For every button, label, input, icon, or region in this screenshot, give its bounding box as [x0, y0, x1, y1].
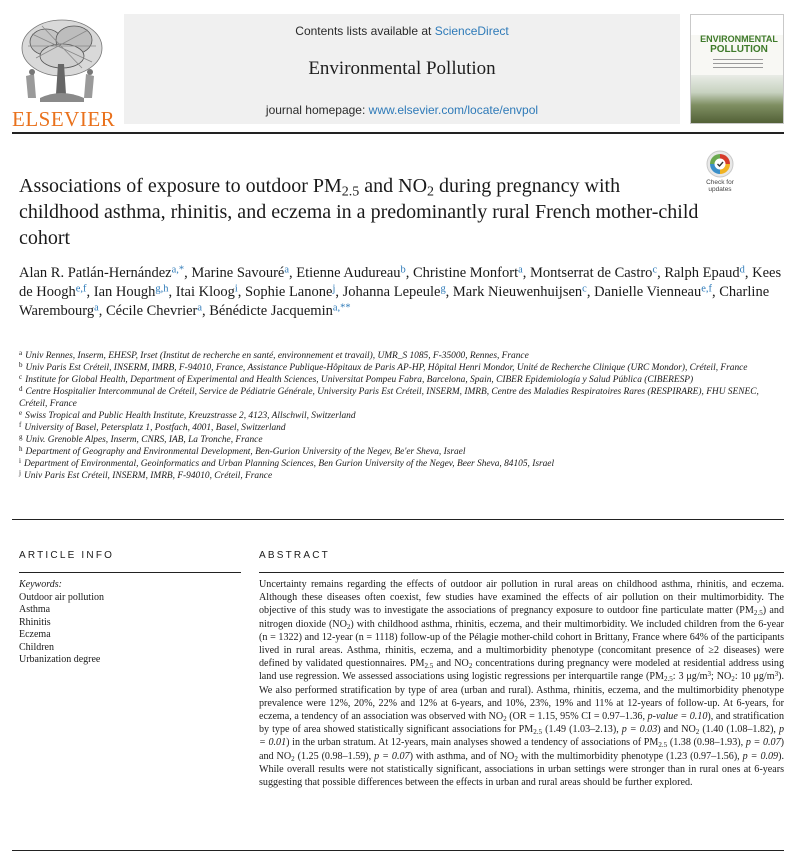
abstract-segment: 2	[731, 675, 735, 684]
author-affiliation-marker[interactable]: c	[582, 283, 587, 295]
affiliation-text: Centre Hospitalier Intercommunal de Créteil, Service de Pédiatrie Générale, University Paris Est Créteil, INSERM, IMRB, Centre des Maladies Respiratoires Rares (RESPIRARE), FHU SENEC, Créteil, France	[19, 387, 759, 409]
abstract-heading: ABSTRACT	[259, 550, 330, 561]
affiliation-text: Department of Environmental, Geoinformatics and Urban Planning Sciences, Ben Gurion University of the Negev, Beer Sheva, 84105, Israel	[23, 459, 555, 469]
affiliation-text: Univ Rennes, Inserm, EHESP, Irset (Institut de recherche en santé, environnement et travail), UMR_S 1085, F-35000, Rennes, France	[25, 351, 529, 361]
check-updates-line1: Check for	[706, 179, 734, 186]
cover-title-line2: POLLUTION	[710, 44, 768, 55]
title-part1: Associations of exposure to outdoor PM	[19, 175, 342, 197]
keyword-item: Urbanization degree	[19, 654, 101, 665]
abstract-segment: ). While overall results were not statistically significant, associations in urban settings were stronger than in rural ones at 6-years suggesting that possible differences between the effects in urban and rural areas should be further explored.	[259, 750, 784, 789]
abstract-segment: 2	[695, 728, 700, 736]
author-separator: ,	[405, 265, 413, 281]
author-separator: ,	[445, 284, 453, 300]
affiliation-marker: i	[19, 457, 21, 466]
elsevier-tree-icon	[12, 14, 110, 106]
abstract-segment: ) and nitrogen dioxide (NO	[259, 605, 784, 630]
affiliation-text: University of Basel, Petersplatz 1, Postfach, 4001, Basel, Switzerland	[24, 423, 286, 433]
abstract-segment: ) and NO	[657, 724, 696, 736]
abstract-segment: Uncertainty remains regarding the effects of outdoor air pollution in rural areas on childhood asthma, rhinitis, and eczema. Although these diseases often coexist, few studies have examined the effects of air pollution on their multimorbidity. The objective of this study was to investigate the associations of pregnancy exposure to outdoor fine particulate matter (PM	[259, 579, 784, 617]
abstract-segment: 2.5	[753, 609, 763, 618]
abstract-segment: 2.5	[658, 741, 668, 750]
keyword-item: Outdoor air pollution	[19, 591, 104, 603]
affiliation-marker: f	[19, 421, 22, 430]
abstract-segment: (OR = 1.15, 95% CI = 0.97–1.36,	[506, 711, 648, 723]
check-updates-line2: updates	[708, 186, 732, 193]
author-name[interactable]: Danielle Vienneau	[594, 284, 702, 300]
keyword-item: Asthma	[19, 604, 51, 615]
affiliation-marker: d	[19, 385, 23, 394]
author-name[interactable]: Itai Kloog	[175, 284, 235, 300]
author-affiliation-marker[interactable]: a,*	[171, 264, 185, 276]
author-name[interactable]: Bénédicte Jacquemin	[209, 303, 333, 319]
abstract-segment: 2	[514, 754, 518, 763]
title-part3: during pregnancy with childhood asthma, rhinitis, and eczema in a predominantly rural French mother-child cohort	[19, 175, 699, 249]
author-name[interactable]: Charline Warembourg	[19, 284, 770, 319]
abstract-segment: 2	[468, 661, 473, 670]
abstract-segment: 3	[774, 670, 779, 679]
journal-header	[0, 0, 808, 138]
author-affiliation-marker[interactable]: g	[440, 283, 446, 295]
author-affiliation-marker[interactable]: a	[94, 302, 99, 314]
author-name[interactable]: Kees de Hoogh	[19, 265, 782, 300]
author-name[interactable]: Etienne Audureau	[296, 265, 401, 281]
abstract-segment: 2.5	[533, 728, 543, 736]
affiliation-marker: e	[19, 409, 23, 418]
author-separator: ,	[168, 284, 176, 300]
abstract-segment: with the multimorbidity phenotype (1.23 (0.97–1.56),	[517, 750, 743, 762]
author-separator: ,	[98, 303, 106, 319]
abstract-segment: p = 0.07	[374, 750, 410, 762]
check-updates-icon	[706, 150, 734, 178]
homepage-line	[124, 103, 680, 117]
author-separator: ,	[86, 284, 94, 300]
abstract-segment: ) in the urban stratum. At 12-years, main analyses showed a tendency of associations of PM	[286, 737, 659, 749]
author-affiliation-marker[interactable]: a,**	[332, 302, 351, 314]
affiliation-item	[19, 446, 789, 458]
author-name[interactable]: Sophie Lanone	[245, 284, 333, 300]
author-separator: ,	[202, 303, 210, 319]
keyword-item: Eczema	[19, 629, 51, 640]
affiliation-item	[19, 362, 789, 374]
abstract-rule	[259, 572, 784, 573]
affiliation-item	[19, 422, 789, 434]
affiliation-item	[19, 434, 789, 446]
abstract-segment: and NO	[433, 658, 469, 670]
affiliation-list	[19, 350, 789, 482]
author-separator: ,	[657, 265, 665, 281]
affiliation-marker: g	[19, 433, 23, 442]
abstract-segment: p = 0.01	[259, 724, 785, 749]
abstract-segment: ) with asthma, and of NO	[409, 750, 515, 762]
title-no-subscript: 2	[427, 184, 435, 200]
affiliation-text: Univ Paris Est Créteil, INSERM, IMRB, F-94010, Créteil, France	[23, 471, 273, 481]
keyword-item: Rhinitis	[19, 616, 51, 628]
check-for-updates-button[interactable]	[699, 150, 741, 194]
author-separator: ,	[522, 265, 531, 281]
keywords-block	[19, 579, 241, 667]
abstract-segment: 2	[503, 714, 507, 723]
author-separator: ,	[586, 284, 595, 300]
affiliation-text: Univ Paris Est Créteil, INSERM, IMRB, F-94010, France, Assistance Publique-Hôpitaux de Paris AP-HP, Hôpital Henri Mondor, Unité de Recherche Clinique (URC Mondor), Créteil, France	[25, 363, 748, 373]
front-matter-divider	[12, 519, 784, 520]
affiliation-text: Swiss Tropical and Public Health Institute, Kreuzstrasse 2, 4123, Allschwil, Switzerland	[25, 411, 356, 421]
journal-info-band	[124, 14, 680, 124]
cover-landscape-image	[691, 75, 784, 124]
author-affiliation-marker[interactable]: i	[234, 283, 238, 295]
author-separator: ,	[288, 265, 297, 281]
elsevier-wordmark: ELSEVIER	[12, 107, 116, 131]
author-separator: ,	[711, 284, 720, 300]
abstract-segment: p-value = 0.10	[647, 711, 708, 723]
affiliation-item	[19, 374, 789, 386]
keywords-label: Keywords:	[19, 579, 62, 590]
author-separator: ,	[184, 265, 192, 281]
author-name[interactable]: Ralph Epaud	[664, 265, 740, 281]
header-divider	[12, 132, 784, 134]
abstract-segment: p = 0.09	[742, 750, 779, 762]
title-pm-subscript: 2.5	[341, 184, 360, 200]
abstract-segment: (1.25 (0.98–1.59),	[294, 750, 375, 762]
affiliation-marker: b	[19, 361, 23, 370]
abstract-segment: : 3 μg/m	[672, 671, 708, 683]
abstract-segment: 2.5	[663, 675, 673, 684]
affiliation-item	[19, 410, 789, 422]
author-name[interactable]: Marine Savouré	[191, 265, 285, 281]
author-separator: ,	[335, 284, 343, 300]
article-title	[19, 173, 699, 251]
journal-homepage-link[interactable]: www.elsevier.com/locate/envpol	[368, 103, 539, 117]
abstract-segment: concentrations during pregnancy were modeled at residential address using land use regression. We assessed associations using logistic regressions per interquartile range (PM	[259, 658, 785, 683]
abstract-segment: 2.5	[424, 661, 434, 670]
author-list	[19, 264, 789, 321]
author-affiliation-marker[interactable]: g,h	[155, 283, 169, 295]
affiliation-item	[19, 350, 789, 362]
affiliation-marker: h	[19, 445, 23, 454]
author-affiliation-marker[interactable]: j	[332, 283, 336, 295]
elsevier-logo[interactable]	[12, 14, 116, 131]
abstract-segment: 3	[707, 670, 712, 679]
author-affiliation-marker[interactable]: d	[739, 264, 745, 276]
author-name[interactable]: Montserrat de Castro	[530, 265, 653, 281]
affiliation-text: Institute for Global Health, Department of Experimental and Health Sciences, Universitat Pompeu Fabra, Barcelona, Spain, CIBER Epidemiología y Salud Pública (CIBERESP)	[25, 375, 694, 385]
journal-cover-thumbnail[interactable]	[690, 14, 784, 124]
author-name[interactable]: Mark Nieuwenhuijsen	[452, 284, 583, 300]
author-affiliation-marker[interactable]: a	[284, 264, 289, 276]
author-name[interactable]: Alan R. Patlán-Hernández	[19, 265, 172, 281]
sciencedirect-link[interactable]: ScienceDirect	[434, 24, 509, 38]
contents-prefix: Contents lists available at	[295, 24, 435, 38]
affiliation-item	[19, 386, 789, 410]
cover-text-lines	[713, 59, 763, 69]
author-separator: ,	[744, 265, 753, 281]
journal-name[interactable]: Environmental Pollution	[308, 58, 496, 79]
author-name[interactable]: Ian Hough	[93, 284, 156, 300]
abstract-segment: ) and NO	[259, 737, 785, 762]
affiliation-marker: j	[19, 469, 21, 478]
author-name[interactable]: Christine Monfort	[413, 265, 519, 281]
affiliation-text: Univ. Grenoble Alpes, Inserm, CNRS, IAB, La Tronche, France	[25, 435, 263, 445]
author-affiliation-marker[interactable]: b	[400, 264, 406, 276]
cover-title	[697, 35, 781, 55]
abstract-segment: 2	[346, 622, 351, 631]
homepage-prefix: journal homepage:	[265, 103, 369, 117]
author-affiliation-marker[interactable]: a	[518, 264, 523, 276]
abstract-segment: (1.49 (1.03–2.13),	[542, 724, 622, 736]
abstract-bottom-divider	[12, 850, 784, 851]
author-name[interactable]: Cécile Chevrier	[105, 303, 198, 319]
abstract-segment: ). We also performed stratification by type of area (urban and rural). Asthma, rhinitis, eczema, and the multimorbidity phenotype prevalence were 12%, 20%, 22% and 12% at 6-years, and 10%, 23%, 19% and 11% at 12-years of follow-up. At 6-years, for eczema, a tendency of an association was observed with NO	[259, 671, 784, 723]
affiliation-item	[19, 470, 789, 482]
author-affiliation-marker[interactable]: a	[197, 302, 202, 314]
abstract-segment: 2	[291, 754, 295, 763]
abstract-segment: ) with childhood asthma, rhinitis, eczema, and their multimorbidity. We included children from the 6-year (n = 1322) and 12-year (n = 1118) follow-up of the Pélagie mother-child cohort in Brittany, France where 64% of the participants lived in rural areas. Asthma, rhinitis, eczema, and a multimorbidity phenotype (concomitant presence of ≥2 diseases) were defined by validated questionnaires. PM	[259, 618, 784, 670]
affiliation-marker: a	[19, 349, 23, 358]
abstract-text	[259, 578, 784, 789]
abstract-segment: (1.40 (1.08–1.82),	[699, 724, 779, 736]
cover-title-line1: ENVIRONMENTAL	[700, 34, 778, 44]
author-affiliation-marker[interactable]: c	[652, 264, 658, 276]
affiliation-item	[19, 458, 789, 470]
title-part2: and NO	[359, 175, 428, 197]
affiliation-marker: c	[19, 373, 23, 382]
check-updates-label	[699, 179, 741, 193]
abstract-segment: ), and stratification by type of area showed statistically significant associations for PM	[259, 711, 784, 736]
affiliation-text: Department of Geography and Environmental Development, Ben-Gurion University of the Negev, Be'er Sheva, Israel	[25, 447, 466, 457]
contents-line	[124, 24, 680, 38]
keyword-item: Children	[19, 641, 54, 653]
abstract-segment: ; NO	[711, 671, 732, 683]
author-name[interactable]: Johanna Lepeule	[342, 284, 441, 300]
cover-top-strip	[691, 15, 784, 35]
abstract-segment: p = 0.07	[745, 737, 781, 749]
abstract-segment: : 10 μg/m	[734, 671, 775, 683]
author-affiliation-marker[interactable]: e,f	[701, 283, 712, 295]
abstract-segment: p = 0.03	[621, 724, 658, 736]
article-info-rule	[19, 572, 241, 573]
author-separator: ,	[237, 284, 246, 300]
article-info-heading: ARTICLE INFO	[19, 550, 115, 561]
author-affiliation-marker[interactable]: e,f	[75, 283, 87, 295]
abstract-segment: (1.38 (0.98–1.93),	[667, 737, 746, 749]
